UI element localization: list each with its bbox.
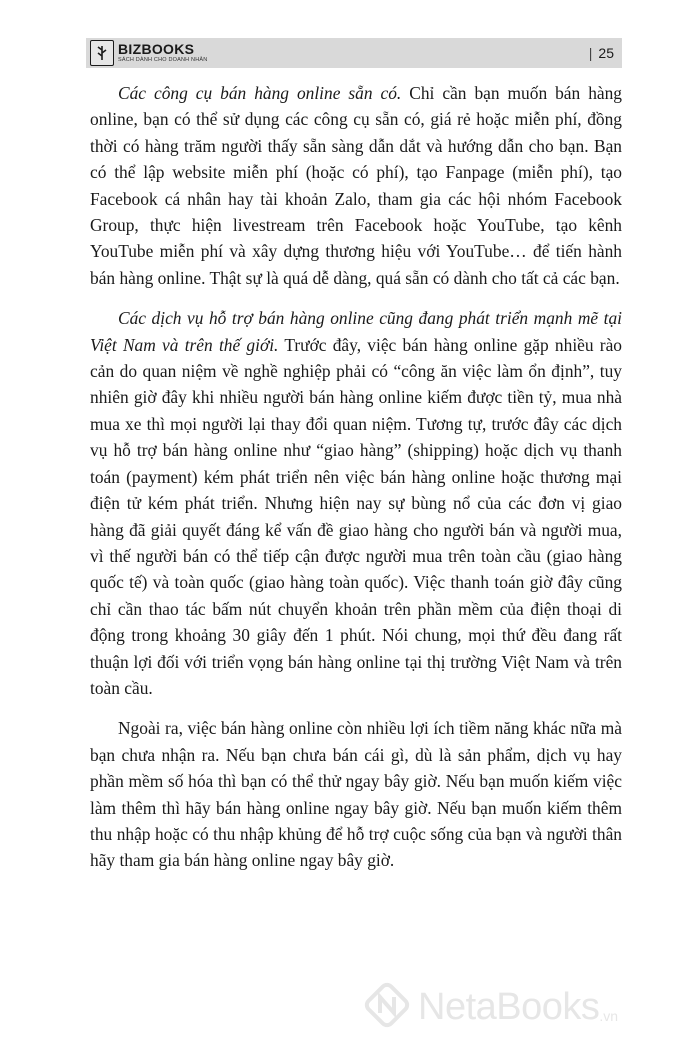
watermark-suffix: .vn [599,1008,619,1024]
paragraph-2-lead: Các dịch vụ hỗ trợ bán hàng online cũng đang phát triển mạnh mẽ tại Việt Nam và trên thế giới. [90,308,622,355]
book-leaf-icon [90,40,114,66]
netabooks-logo-icon [362,980,412,1035]
watermark [362,982,618,1032]
paragraph-3-body: Ngoài ra, việc bán hàng online còn nhiều lợi ích tiềm năng khác nữa mà bạn chưa nhận ra. Nếu bạn chưa bán cái gì, dù là sản phẩm, dịch vụ hay phần mềm số hóa thì bạn có thể thử ngay bây giờ. Nếu bạn muốn kiếm việc làm thêm thì hãy bán hàng online ngay bây giờ. Nếu bạn muốn kiếm thêm thu nhập hoặc có thu nhập khủng để hỗ trợ cuộc sống của bạn và người thân hãy tham gia bán hàng online ngay bây giờ. [90,718,622,871]
publisher-logo [90,40,207,66]
watermark-text: NetaBooks [418,985,600,1028]
paragraph-1-body: Chỉ cần bạn muốn bán hàng online, bạn có thể sử dụng các công cụ sẵn có, giá rẻ hoặc miễn phí, đồng thời có hàng trăm người thấy sẵn sàng dẫn dắt và hướng dẫn cho bạn. Bạn có thể lập website miễn phí (hoặc có phí), tạo Fanpage (miễn phí), tạo Facebook cá nhân hay tài khoản Zalo, tham gia các hội nhóm Facebook Group, thực hiện livestream trên Facebook hoặc YouTube, tạo kênh YouTube miễn phí và xây dựng thương hiệu với YouTube… để tiến hành bán hàng online. Thật sự là quá dễ dàng, quá sẵn có dành cho tất cả các bạn. [90,83,622,288]
page-number: 25 [598,45,614,61]
paragraph-3 [90,715,622,873]
page-number-block [589,38,614,68]
paragraph-1-lead: Các công cụ bán hàng online sẵn có. [118,83,402,103]
paragraph-2 [90,305,622,701]
paragraph-1 [90,80,622,291]
paragraph-2-body: Trước đây, việc bán hàng online gặp nhiều rào cản do quan niệm về nghề nghiệp phải có “công ăn việc làm ổn định”, tuy nhiên giờ đây khi nhiều người bán hàng online kiếm được tiền tỷ, mua nhà mua xe thì mọi người lại thay đổi quan niệm. Tương tự, trước đây các dịch vụ hỗ trợ bán hàng online như “giao hàng” (shipping) hoặc dịch vụ thanh toán (payment) kém phát triển nên việc bán hàng online hoặc thương mại điện tử kém phát triển. Nhưng hiện nay sự bùng nổ của các đơn vị giao hàng đã giải quyết đáng kể vấn đề giao hàng cho người bán và người mua, vì thế người bán có thể tiếp cận được người mua trên toàn cầu (giao hàng quốc tế) và toàn quốc (giao hàng toàn quốc). Việc thanh toán giờ đây cũng chỉ cần thao tác bấm nút chuyển khoản trên phần mềm của điện thoại di động trong khoảng 30 giây đến 1 phút. Nói chung, mọi thứ đều đang rất thuận lợi đối với triển vọng bán hàng online tại thị trường Việt Nam và trên toàn cầu. [90,334,623,698]
body-text [90,80,622,874]
logo-brand: BIZBOOKS [118,41,195,58]
logo-tagline: SÁCH DÀNH CHO DOANH NHÂN [118,57,208,64]
page-separator: | [588,45,593,61]
